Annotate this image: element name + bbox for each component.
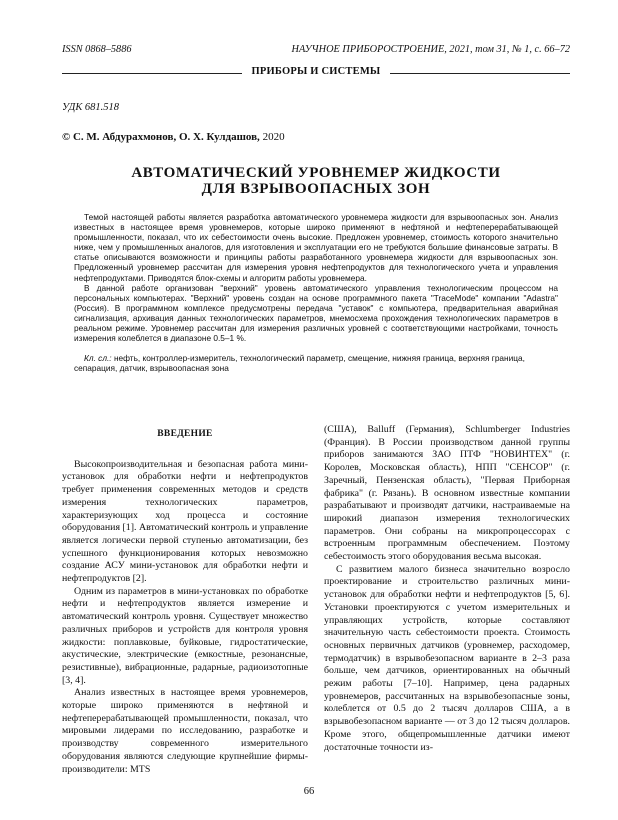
section-rule-right — [390, 73, 570, 74]
abstract-paragraph-2: В данной работе организован "верхний" уровень автоматического управления технологическим процессом на персональных компьютерах. "Верхний" уровень создан на основе программного пакета "TraceMode" компании "Adastra" (Россия). В программном комплексе предусмотрены передача "уставок" с компьютера, предварительная аварийная сигнализация, архивация данных технологических параметров, мнемосхема прохождения технологических параметров в реальном режиме. Уровнемер рассчитан для измерения различных уровней с соответствующими настройками, точность измерения колеблется в диапазоне 0.5–1 %. — [74, 282, 558, 344]
publication-year: 2020 — [262, 131, 285, 143]
udk-code: УДК 681.518 — [62, 102, 120, 113]
keywords — [74, 353, 558, 373]
authors-line — [62, 131, 285, 143]
intro-paragraph-2: Одним из параметров в мини-установках по обработке нефти и нефтепродуктов является измерение и автоматический контроль уровня. Существует множество различных приборов и устройств для контроля уровня жидкости: поплавковые, буйковые, гидростатические, акустические, электрические (емкостные, резонансные, резистивные), вибрационные, радарные, радиоизотопные [3, 4]. — [62, 585, 308, 686]
section-heading-intro: ВВЕДЕНИЕ — [157, 429, 213, 439]
keywords-label: Кл. сл.: — [84, 353, 112, 363]
section-bar — [62, 66, 570, 80]
copyright-icon: © — [62, 131, 71, 143]
abstract-paragraph-1: Темой настоящей работы является разработка автоматического уровнемера жидкости для взрывоопасных зон. Анализ известных в настоящее время уровнемеров, которые широко применяют в нефтяной и нефтеперерабатывающей промышленности, показал, что их себестоимости очень высокие. Предложен уровнемер, стоимость которого значительно ниже, чем у промышленных аналогов, для изготовления и эксплуатации его не требуются большие финансовые затраты. В статье описываются возможности и принципы работы разработанного уровнемера жидкости для взрывоопасных зон. Предложенный уровнемер рассчитан для измерения уровня нефтепродуктов для технологического учета и управления нефтепродуктами. Приводятся блок-схемы и алгоритм работы уровнемера. — [74, 212, 558, 283]
section-title: ПРИБОРЫ И СИСТЕМЫ — [251, 66, 381, 77]
page-number: 66 — [303, 786, 315, 797]
intro-paragraph-1: Высокопроизводительная и безопасная работа мини-установок для обработки нефти и нефтепродуктов требует применения современных методов и средств измерения технологических параметров, характеризующих ход процесса и состояние оборудования [1]. Автоматический контроль и управление является логически первой ступенью автоматизации, без успешного функционирования которых невозможно создание АСУ мини-установок для обработки нефти и нефтепродуктов [2]. — [62, 458, 308, 585]
right-column — [324, 424, 570, 754]
left-column — [62, 414, 308, 776]
title-line-2: ДЛЯ ВЗРЫВООПАСНЫХ ЗОН — [201, 181, 431, 197]
article-title — [62, 165, 570, 197]
intro-paragraph-4: (США), Balluff (Германия), Schlumberger Industries (Франция). В России производством данной группы приборов занимаются ЗАО ПТФ "НОВИНТЕХ" (г. Королев, Московская область), НПП "СЕНСОР" (г. Заречный, Пензенская область), "Первая Приборная фабрика" (г. Рязань). В основном известные компании разрабатывают и производят датчики, настраиваемые на широкий диапазон измерения технологических параметров. Они собраны на микропроцессорах с встроенным программным обеспечением. Поэтому себестоимость этого оборудования весьма высокая. — [324, 424, 570, 563]
keywords-text: нефть, контроллер-измеритель, технологический параметр, смещение, нижняя граница, верхняя граница, сепарация, датчик, взрывоопасная зона — [74, 353, 525, 374]
intro-paragraph-3: Анализ известных в настоящее время уровнемеров, которые широко применяются в нефтяной и нефтеперерабатывающей промышленности, показал, что мировыми лидерами по исследованию, разработке и производству современного измерительного оборудования являются следующие крупнейшие фирмы-производители: MTS — [62, 687, 308, 775]
journal-header: НАУЧНОЕ ПРИБОРОСТРОЕНИЕ, 2021, том 31, № 1, с. 66–72 — [291, 44, 570, 55]
abstract — [74, 212, 558, 343]
intro-paragraph-5: С развитием малого бизнеса значительно возросло проектирование и строительство различных мини-установок для обработки нефти и нефтепродуктов [5, 6]. Установки проектируются с учетом измерительных и управляющих устройств, которые составляют значительную часть себестоимости проекта. Стоимость основных первичных датчиков (уровнемер, расходомер, термодатчик) в взрывобезопасном варианте в 2–3 раза больше, чем датчиков, ориентированных на обычный режим работы [7–10]. Например, цена радарных уровнемеров, рассчитанных на взрывобезопасные зоны, колеблется от 0.5 до 2 тысяч долларов США, а в взрывобезопасном варианте — от 3 до 12 тысяч долларов. Кроме этого, общепромышленные датчики имеют достаточные точности из- — [324, 563, 570, 753]
title-line-1: АВТОМАТИЧЕСКИЙ УРОВНЕМЕР ЖИДКОСТИ — [131, 165, 501, 181]
issn-header: ISSN 0868–5886 — [62, 44, 132, 55]
author-names: С. М. Абдурахмонов, О. Х. Кулдашов, — [72, 131, 260, 143]
